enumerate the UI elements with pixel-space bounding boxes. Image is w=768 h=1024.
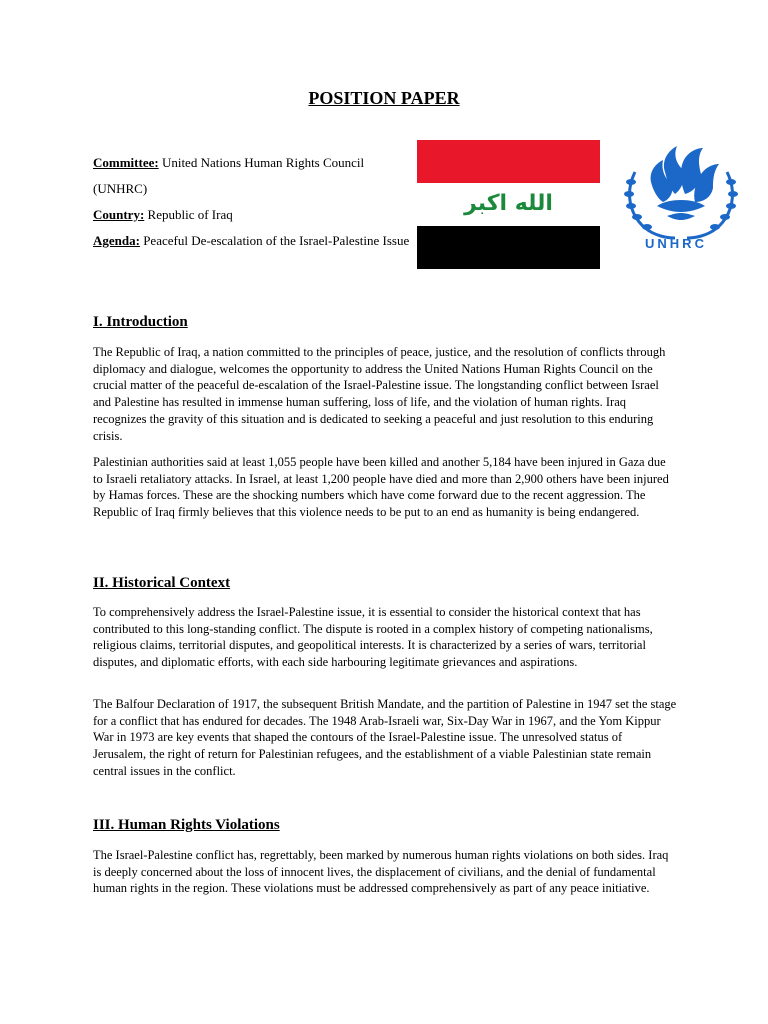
country-label: Country: [93,207,145,222]
paper-meta [93,150,411,254]
section-heading-introduction: I. Introduction [93,314,188,330]
flag-black-band [417,226,600,269]
flag-red-band [417,140,600,183]
introduction-paragraph-2: Palestinian authorities said at least 1,055 people have been killed and another 5,184 have been injured in Gaza due to Israeli retaliatory attacks. In Israel, at least 1,200 people have died and more than 2,900 others have been injured by Hamas forces. These are the shocking numbers which have come forward due to the recent aggression. The Republic of Iraq firmly believes that this violence needs to be put to an end as humanity is being endangered. [93,455,669,520]
historical-paragraph-1: To comprehensively address the Israel-Palestine issue, it is essential to consider the historical context that has contributed to this long-standing conflict. The dispute is rooted in a complex history of competing nationalisms, religious claims, territorial disputes, and geopolitical interests. It is characterized by a series of wars, territorial disputes, and diplomatic efforts, with each side harbouring legitimate grievances and aspirations. [93,605,653,670]
flag-white-band [417,183,600,226]
section-heading-human-rights-violations: III. Human Rights Violations [93,817,280,833]
agenda-value: Peaceful De-escalation of the Israel-Palestine Issue [143,233,410,248]
iraq-flag [417,140,600,269]
agenda-label: Agenda: [93,233,140,248]
agenda-line [93,228,411,254]
country-value: Republic of Iraq [147,207,233,222]
unhrc-logo-text: UNHRC [645,236,707,251]
introduction-paragraph-1: The Republic of Iraq, a nation committed to the principles of peace, justice, and the resolution of conflicts through diplomacy and dialogue, welcomes the opportunity to address the United Nations Human Rights Council on the crucial matter of the peaceful de-escalation of the Israel-Palestine issue. The longstanding conflict between Israel and Palestine has resulted in immense human suffering, loss of life, and the violation of human rights. Iraq recognizes the gravity of this situation and is dedicated to seeking a peaceful and just resolution to this enduring crisis. [93,345,666,443]
committee-value: United Nations Human Rights Council (UNHRC) [93,155,365,196]
historical-paragraph-2: The Balfour Declaration of 1917, the subsequent British Mandate, and the partition of Palestine in 1947 set the stage for a conflict that has endured for decades. The 1948 Arab-Israeli war, Six-Day War in 1967, and the Yom Kippur War in 1973 are key events that shaped the contours of the Israel-Palestine issue. The unresolved status of Jerusalem, the right of return for Palestinian refugees, and the establishment of a viable Palestinian state remain central issues in the conflict. [93,697,677,778]
country-line [93,202,411,228]
human-rights-paragraph-1: The Israel-Palestine conflict has, regrettably, been marked by numerous human rights violations on both sides. Iraq is deeply concerned about the loss of innocent lives, the displacement of civilians, and the denial of fundamental human rights in the region. These violations must be addressed comprehensively as part of any peace initiative. [93,848,669,896]
flag-inscription: الله اكبر [464,191,553,216]
page-title: POSITION PAPER [308,88,460,108]
committee-label: Committee: [93,155,159,170]
committee-line [93,150,411,202]
section-heading-historical-context: II. Historical Context [93,575,231,591]
